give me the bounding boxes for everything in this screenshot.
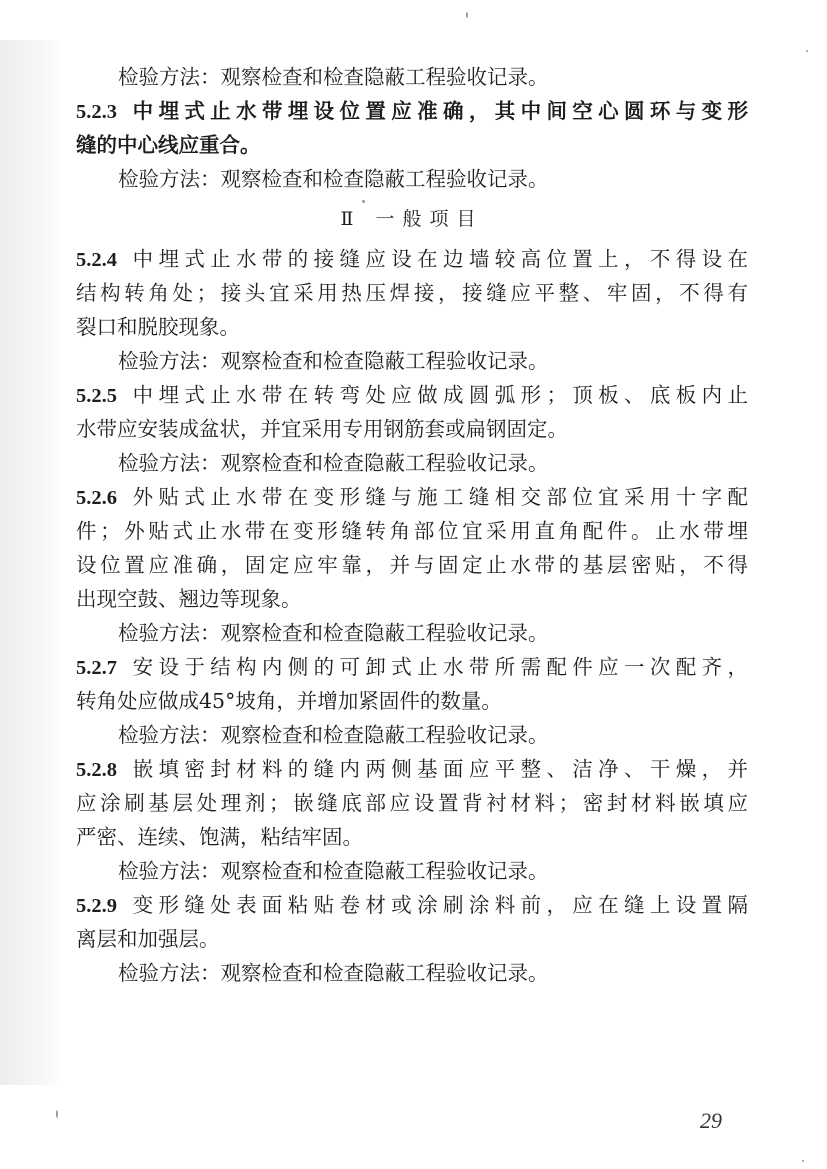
paragraph-line: 水带应安装成盆状，并宜采用专用钢筋套或扁钢固定。	[76, 417, 568, 441]
clause-number: 5.2.9	[76, 895, 117, 917]
clause-line	[76, 242, 748, 276]
inspection-method-line: 检验方法：观察检查和检查隐蔽工程验收记录。	[118, 349, 549, 373]
paragraph-line: 缝的中心线应重合。	[76, 133, 261, 157]
document-body	[76, 60, 748, 990]
page-number: 29	[700, 1108, 722, 1133]
clause-number: 5.2.7	[76, 657, 117, 679]
paragraph-line: 离层和加强层。	[76, 927, 220, 951]
paragraph-line: 裂口和脱胶现象。	[76, 315, 240, 339]
clause-text: 中埋式止水带埋设位置应准确，其中间空心圆环与变形	[127, 99, 748, 123]
clause-line	[76, 480, 748, 514]
clause-text: 外贴式止水带在变形缝与施工缝相交部位宜采用十字配	[127, 485, 748, 509]
inspection-method-line: 检验方法：观察检查和检查隐蔽工程验收记录。	[118, 621, 549, 645]
paragraph-line: 结构转角处；接头宜采用热压焊接，接缝应平整、牢固，不得有	[76, 281, 748, 305]
clause-line	[76, 650, 748, 684]
paragraph-line: 设位置应准确，固定应牢靠，并与固定止水带的基层密贴，不得	[76, 553, 748, 577]
clause-number: 5.2.6	[76, 487, 117, 509]
scan-speck	[806, 50, 808, 52]
clause-text: 嵌填密封材料的缝内两侧基面应平整、洁净、干燥，并	[127, 757, 748, 781]
clause-text: 变形缝处表面粘贴卷材或涂刷涂料前，应在缝上设置隔	[127, 893, 748, 917]
scan-speck	[466, 12, 468, 18]
paragraph-line: 应涂刷基层处理剂；嵌缝底部应设置背衬材料；密封材料嵌填应	[76, 791, 748, 815]
clause-number: 5.2.4	[76, 249, 117, 271]
inspection-method-line: 检验方法：观察检查和检查隐蔽工程验收记录。	[118, 65, 549, 89]
inspection-method-line: 检验方法：观察检查和检查隐蔽工程验收记录。	[118, 961, 549, 985]
clause-number: 5.2.5	[76, 385, 117, 407]
clause-line	[76, 888, 748, 922]
clause-text: 安设于结构内侧的可卸式止水带所需配件应一次配齐，	[127, 655, 748, 679]
clause-number: 5.2.3	[76, 101, 117, 123]
inspection-method-line: 检验方法：观察检查和检查隐蔽工程验收记录。	[118, 167, 549, 191]
clause-line	[76, 94, 748, 128]
clause-text: 中埋式止水带在转弯处应做成圆弧形；顶板、底板内止	[127, 383, 748, 407]
clause-line	[76, 752, 748, 786]
paragraph-line: 严密、连续、饱满，粘结牢固。	[76, 825, 363, 849]
inspection-method-line: 检验方法：观察检查和检查隐蔽工程验收记录。	[118, 451, 549, 475]
paragraph-line: 出现空鼓、翘边等现象。	[76, 587, 302, 611]
section-heading: Ⅱ 一般项目	[340, 208, 484, 230]
clause-text: 中埋式止水带的接缝应设在边墙较高位置上，不得设在	[127, 247, 748, 271]
scan-speck	[56, 1110, 58, 1118]
paragraph-line: 转角处应做成45°坡角，并增加紧固件的数量。	[76, 689, 502, 713]
clause-line	[76, 378, 748, 412]
scan-speck	[802, 1160, 804, 1162]
inspection-method-line: 检验方法：观察检查和检查隐蔽工程验收记录。	[118, 859, 549, 883]
inspection-method-line: 检验方法：观察检查和检查隐蔽工程验收记录。	[118, 723, 549, 747]
clause-number: 5.2.8	[76, 759, 117, 781]
paragraph-line: 件；外贴式止水带在变形缝转角部位宜采用直角配件。止水带埋	[76, 519, 748, 543]
scan-edge-shadow	[0, 40, 62, 1085]
